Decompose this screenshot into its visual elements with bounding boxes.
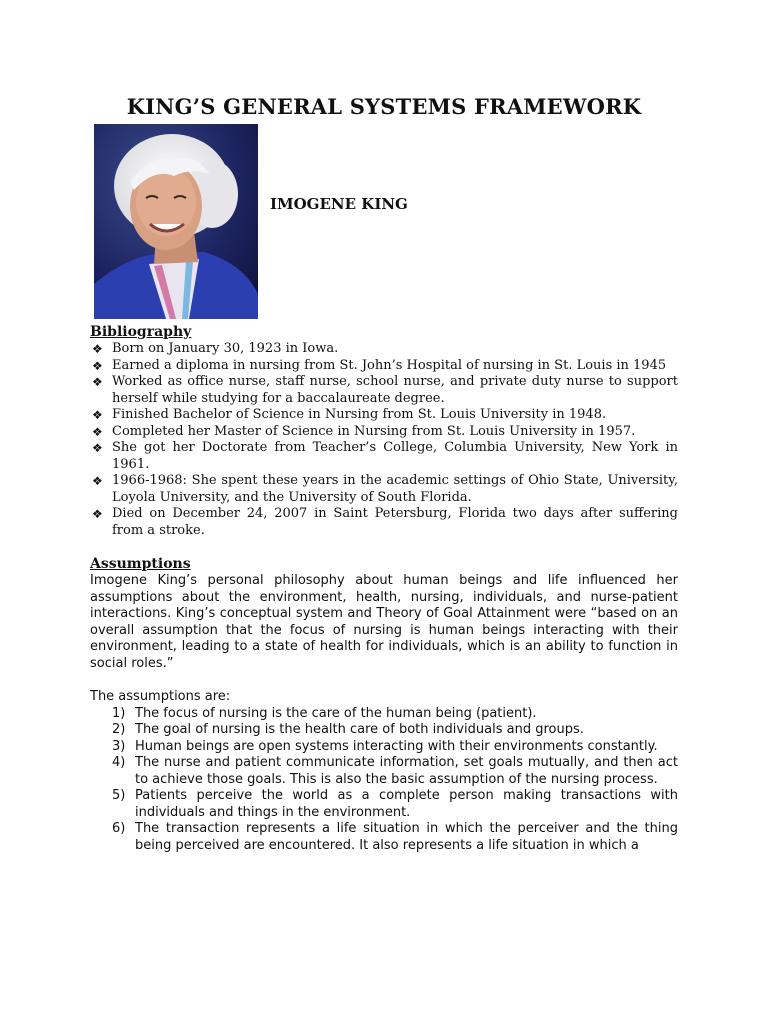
assumptions-heading: Assumptions [90,556,191,572]
list-item-text: The focus of nursing is the care of the human being (patient). [135,705,537,721]
list-item [90,821,678,854]
list-item-text: Worked as office nurse, staff nurse, school nurse, and private duty nurse to support herself while studying for a baccalaureate degree. [112,374,678,406]
list-item [90,374,678,407]
diamond-bullet-icon: ❖ [92,474,103,488]
list-item-text: Died on December 24, 2007 in Saint Petersburg, Florida two days after suffering from a stroke. [112,506,678,538]
list-item-text: Earned a diploma in nursing from St. John’s Hospital of nursing in St. Louis in 1945 [112,357,667,373]
assumptions-list [90,706,678,855]
list-item [90,788,678,821]
list-item-text: 1966-1968: She spent these years in the academic settings of Ohio State, University, Loyola University, and the University of South Florida. [112,473,678,505]
bibliography-heading: Bibliography [90,324,192,340]
list-item-text: The goal of nursing is the health care of both individuals and groups. [135,722,584,737]
portrait-image [94,124,258,319]
bibliography-list [90,341,678,539]
portrait-photo [94,124,258,319]
assumptions-paragraph: Imogene King’s personal philosophy about human beings and life influenced her assumptions about the environment, health, nursing, individuals, and nurse-patient interactions. King’s conceptual system and Theory of Goal Attainment were “based on an overall assumption that the focus of nursing is human beings interacting with their environment, leading to a state of health for individuals, which is an ability to function in social roles.” [90,573,678,671]
list-item [90,473,678,506]
list-item [90,440,678,473]
diamond-bullet-icon: ❖ [92,507,103,521]
list-item-text: She got her Doctorate from Teacher’s College, Columbia University, New York in 1961. [112,440,678,472]
list-item-text: Born on January 30, 1923 in Iowa. [112,341,339,356]
diamond-bullet-icon: ❖ [92,375,103,389]
list-item-number: 5) [112,788,126,803]
list-item [90,341,678,358]
list-item-number: 3) [112,738,126,754]
list-item-text: Completed her Master of Science in Nursing from St. Louis University in 1957. [112,423,636,439]
list-item-text: The transaction represents a life situation in which the perceiver and the thing being perceived are encountered. It also represents a life situation in which a [135,821,678,853]
assumptions-intro: The assumptions are: [90,689,231,704]
list-item-text: Finished Bachelor of Science in Nursing from St. Louis University in 1948. [112,407,607,422]
list-item [90,755,678,788]
list-item [90,358,678,375]
list-item-text: The nurse and patient communicate information, set goals mutually, and then act to achieve those goals. This is also the basic assumption of the nursing process. [135,755,678,787]
document-body [90,324,678,854]
list-item [90,407,678,424]
subject-name: IMOGENE KING [270,195,408,213]
page-title: KING’S GENERAL SYSTEMS FRAMEWORK [126,94,642,119]
list-item-text: Patients perceive the world as a complete person making transactions with individuals and things in the environment. [135,788,678,820]
list-item-number: 6) [112,821,126,836]
diamond-bullet-icon: ❖ [92,358,103,373]
list-item [90,739,678,756]
list-item-number: 4) [112,755,126,770]
list-item-number: 1) [112,705,126,721]
list-item-text: Human beings are open systems interacting with their environments constantly. [135,738,658,754]
diamond-bullet-icon: ❖ [92,424,103,439]
list-item-number: 2) [112,722,126,737]
list-item [90,424,678,441]
list-item [90,706,678,723]
diamond-bullet-icon: ❖ [92,342,103,356]
diamond-bullet-icon: ❖ [92,441,103,455]
list-item [90,722,678,739]
list-item [90,506,678,539]
diamond-bullet-icon: ❖ [92,408,103,422]
